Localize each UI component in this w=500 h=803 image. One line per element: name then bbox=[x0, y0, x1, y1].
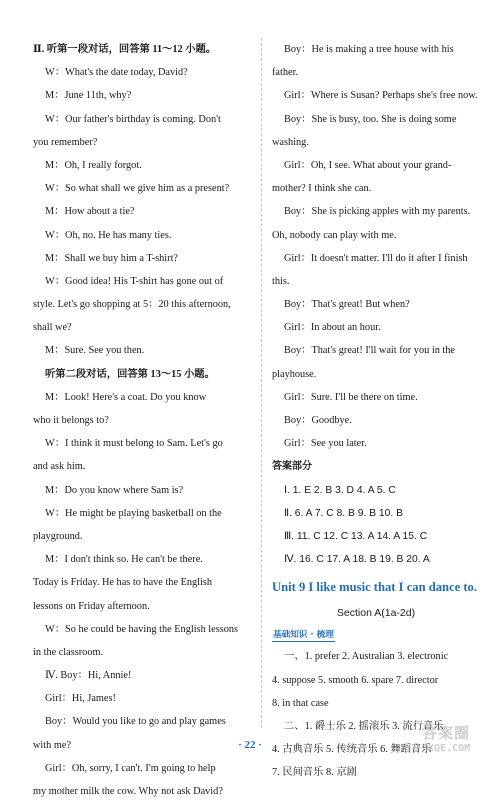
vocab-row: 7. 民间音乐 8. 京剧 bbox=[272, 767, 357, 779]
text-line: shall we? bbox=[33, 322, 72, 334]
vocab-row: 4. 古典音乐 5. 传统音乐 6. 舞蹈音乐 bbox=[272, 744, 432, 756]
text-line: Boy：That's great! I'll wait for you in the bbox=[284, 345, 455, 357]
text-line: Boy：Goodbye. bbox=[284, 415, 352, 426]
vocab-row: 一、1. prefer 2. Australian 3. electronic bbox=[284, 651, 449, 663]
text-line: Girl：Oh, sorry, I can't. I'm going to help bbox=[45, 762, 216, 774]
answer-row: Ⅳ. 16. C 17. A 18. B 19. B 20. A bbox=[284, 554, 430, 566]
text-line: W：What's the date today, David? bbox=[45, 67, 188, 79]
text-line: playground. bbox=[33, 530, 83, 542]
text-line: Ⅳ. Boy：Hi, Annie! bbox=[45, 670, 132, 682]
text-line: W：Oh, no. He has many ties. bbox=[45, 229, 172, 241]
answer-key bbox=[272, 479, 480, 572]
text-line: father. bbox=[272, 67, 299, 79]
unit-title: Unit 9 I like music that I can dance to. bbox=[272, 580, 478, 595]
text-line: W：He might be playing basketball on the bbox=[45, 507, 222, 519]
text-line: W：So what shall we give him as a present? bbox=[45, 183, 230, 195]
text-line: in the classroom. bbox=[33, 646, 104, 658]
text-line: Boy：She is busy, too. She is doing some bbox=[284, 113, 457, 125]
text-line: playhouse. bbox=[272, 368, 317, 380]
vocab-row: 8. in that case bbox=[272, 697, 329, 709]
text-line: who it belongs to? bbox=[33, 415, 109, 426]
text-line: W：Our father's birthday is coming. Don't bbox=[45, 113, 221, 125]
text-line: M：June 11th, why? bbox=[45, 90, 132, 102]
answers-heading: 答案部分 bbox=[272, 461, 312, 473]
text-line: M：How about a tie? bbox=[45, 206, 135, 218]
text-line: Today is Friday. He has to have the English bbox=[33, 577, 213, 589]
text-line: M：Look! Here's a coat. Do you know bbox=[45, 391, 207, 403]
text-line: Girl：Oh, I see. What about your grand- bbox=[284, 159, 452, 171]
text-line: Girl：Hi, James! bbox=[45, 693, 116, 705]
text-line: M：Sure. See you then. bbox=[45, 345, 145, 357]
text-line: you remember? bbox=[33, 136, 98, 148]
text-line: style. Let's go shopping at 5：20 this afternoon, bbox=[33, 299, 231, 311]
watermark-logo bbox=[422, 722, 492, 758]
text-line: this. bbox=[272, 275, 290, 287]
answer-row: Ⅰ. 1. E 2. B 3. D 4. A 5. C bbox=[284, 484, 396, 496]
section-tag-row bbox=[272, 625, 480, 645]
page-number: · 22 · bbox=[238, 739, 262, 751]
left-column bbox=[33, 38, 251, 803]
answer-row: Ⅲ. 11. C 12. C 13. A 14. A 15. C bbox=[284, 530, 428, 542]
vocab-row: 二、1. 爵士乐 2. 摇滚乐 3. 流行音乐 bbox=[284, 720, 444, 732]
text-line: Boy：Would you like to go and play games bbox=[45, 716, 226, 728]
text-line: Oh, nobody can play with me. bbox=[272, 229, 397, 241]
text-line: Girl：In about an hour. bbox=[284, 322, 381, 334]
text-line: Boy：That's great! But when? bbox=[284, 299, 410, 311]
text-line: 听第二段对话，回答第 13～15 小题。 bbox=[45, 368, 215, 380]
text-line: M：Oh, I really forgot. bbox=[45, 159, 142, 171]
dialog-continuation bbox=[272, 38, 480, 455]
text-line: W：I think it must belong to Sam. Let's go bbox=[45, 438, 223, 450]
text-line: my mother milk the cow. Why not ask David? bbox=[33, 786, 223, 797]
text-line: Boy：He is making a tree house with his bbox=[284, 44, 454, 55]
text-line: mother? I think she can. bbox=[272, 183, 372, 195]
text-line: with me? bbox=[33, 739, 72, 751]
answer-row: Ⅱ. 6. A 7. C 8. B 9. B 10. B bbox=[284, 507, 403, 519]
section-title: Section A(1a-2d) bbox=[336, 607, 416, 620]
text-line: Ⅱ. 听第一段对话，回答第 11～12 小题。 bbox=[33, 44, 217, 55]
text-line: Girl：It doesn't matter. I'll do it after I finish bbox=[284, 252, 468, 264]
text-line: lessons on Friday afternoon. bbox=[33, 600, 150, 612]
watermark-domain: MXQE.COM bbox=[422, 743, 471, 754]
watermark-text: 答案圈 bbox=[422, 724, 471, 742]
column-divider bbox=[261, 38, 262, 728]
text-line: W：So he could be having the English lessons bbox=[45, 623, 239, 635]
text-line: Girl：See you later. bbox=[284, 438, 367, 450]
text-line: W：Good idea! His T-shirt has gone out of bbox=[45, 275, 224, 287]
text-line: M：I don't think so. He can't be there. bbox=[45, 554, 203, 566]
text-line: Boy：She is picking apples with my parents. bbox=[284, 206, 471, 218]
text-line: Girl：Where is Susan? Perhaps she's free now. bbox=[284, 90, 478, 102]
right-column bbox=[272, 38, 480, 784]
text-line: and ask him. bbox=[33, 461, 86, 473]
text-line: M：Shall we buy him a T-shirt? bbox=[45, 252, 178, 264]
text-line: M：Do you know where Sam is? bbox=[45, 484, 184, 496]
text-line: Girl：Sure. I'll be there on time. bbox=[284, 391, 418, 403]
text-line: washing. bbox=[272, 136, 309, 148]
section-tag: 基础知识 · 梳理 bbox=[273, 630, 334, 641]
vocab-row: 4. suppose 5. smooth 6. spare 7. director bbox=[272, 674, 439, 686]
